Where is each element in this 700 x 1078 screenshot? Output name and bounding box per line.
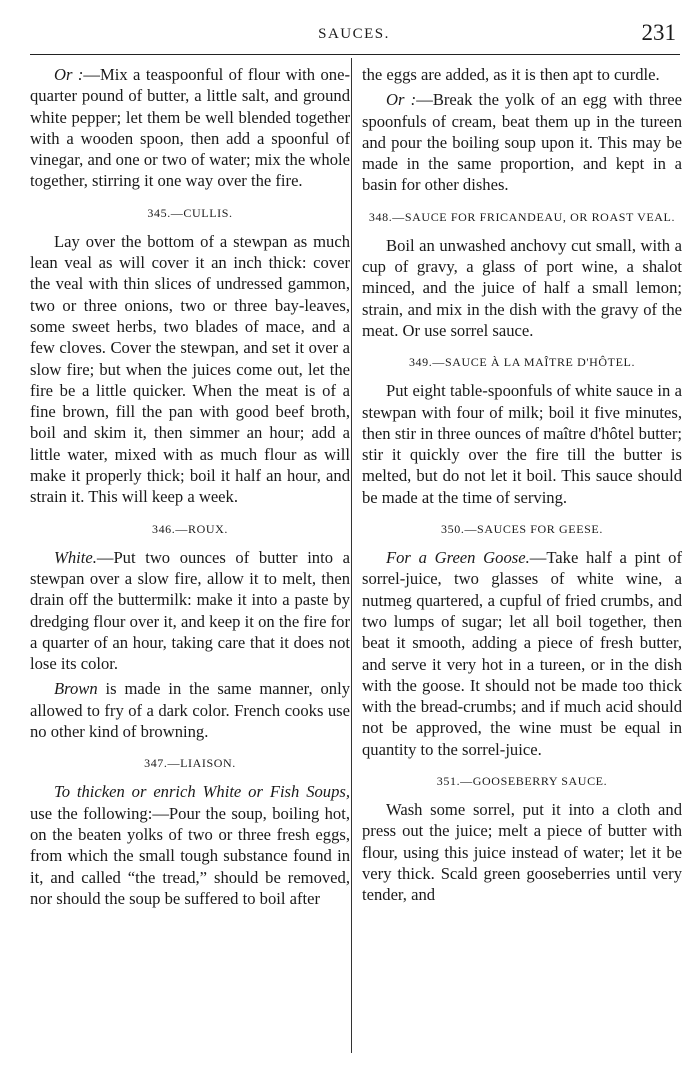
paragraph-lead: Or :	[386, 90, 417, 110]
heading-347-liaison: 347.—LIAISON.	[144, 756, 236, 771]
paragraph-lead: Brown	[54, 679, 98, 699]
paragraph-fricandeau: Boil an unwashed anchovy cut small, with a cup of gravy, a glass of port wine, a shalot minced, and the juice of half a small lemon; strain, and mix in the dish with the gravy of the meat. Or use sorrel sauce.	[362, 235, 682, 340]
paragraph-or-egg-yolk	[362, 89, 682, 195]
heading-349-maitre-dhotel: 349.—SAUCE À LA MAÎTRE D'HÔTEL.	[408, 355, 636, 370]
paragraph-gooseberry: Wash some sorrel, put it into a cloth and press out the juice; melt a piece of butter with flour, using this juice instead of water; let it be very thick. Scald green gooseberries until very tender, and	[362, 800, 682, 905]
paragraph-roux-brown	[30, 678, 350, 742]
page-number: 231	[641, 20, 676, 45]
column-divider	[351, 58, 352, 1053]
paragraph-liaison	[30, 781, 350, 909]
paragraph-maitre-dhotel: Put eight table-spoonfuls of white sauce in a stewpan with four of milk; boil it five minutes, then stir in three ounces of maître d'hôtel butter; stir it quickly over the fire till the butter is melted, but do not let it boil. This sauce should be made at the time of serving.	[362, 381, 682, 507]
heading-348-fricandeau: 348.—SAUCE FOR FRICANDEAU, OR ROAST VEAL.	[368, 209, 676, 224]
paragraph-continued: the eggs are added, as it is then apt to curdle.	[362, 65, 660, 84]
paragraph-text: use the following:—Pour the soup, boiling hot, on the beaten yolks of two or three fresh eggs, from which the small tough substance found in it, and called “the tread,” should be removed, nor should the soup be suffered to boil after	[30, 803, 350, 908]
paragraph-text: is made in the same manner, only allowed to fry of a dark color. French cooks use no other kind of browning.	[30, 679, 350, 742]
paragraph-lead: For a Green Goose.	[386, 548, 530, 568]
paragraph-geese	[362, 547, 682, 760]
running-title: SAUCES.	[318, 26, 390, 42]
paragraph-lead: To thicken or enrich White or Fish Soups,	[54, 782, 350, 802]
paragraph-roux-white	[30, 547, 350, 675]
paragraph-or-flour	[30, 64, 350, 192]
paragraph-text: —Put two ounces of butter into a stewpan over a slow fire, allow it to melt, then drain off the buttermilk: make it into a paste by dredging flour over it, and keep it on the fire for a quarter of an hour, taking care that it does not lose its color.	[30, 547, 350, 674]
paragraph-text: —Break the yolk of an egg with three spoonfuls of cream, beat them up in the tureen and pour the boiling soup upon it. This may be made in the same proportion, and kept in a basin for other dishes.	[362, 90, 682, 195]
right-column	[362, 64, 682, 906]
heading-345-cullis: 345.—CULLIS.	[147, 205, 233, 220]
paragraph-cullis: Lay over the bottom of a stewpan as much lean veal as will cover it an inch thick: cover the veal with thin slices of undressed gammon, two or three onions, two or three bay-leaves, some sweet herbs, two blades of mace, and a few cloves. Cover the stewpan, and set it over a slow fire; but when the juices come out, let the fire be a little quicker. When the meat is of a fine brown, fill the pan with good beef broth, boil and skim it, then simmer an hour; add a little water, mixed with as much flour as will make it properly thick; boil it half an hour, and strain it. This will keep a week.	[30, 231, 350, 507]
header-rule	[30, 54, 680, 55]
paragraph-lead: White.	[54, 547, 97, 567]
left-column	[30, 64, 350, 909]
paragraph-lead: Or :	[54, 65, 84, 84]
paragraph-text: —Take half a pint of sorrel-juice, two glasses of white wine, a nutmeg quartered, a cupful of fried crumbs, and two lumps of sugar; let all boil together, then beat it smooth, adding a piece of fresh butter, and serve it very hot in a tureen, or in the dish with the goose. It should not be made too thick with the bread-crumbs; and if much acid should not be approved, the wine must be equal in quantity to the sorrel-juice.	[362, 548, 682, 759]
heading-346-roux: 346.—ROUX.	[151, 521, 228, 536]
heading-351-gooseberry: 351.—GOOSEBERRY SAUCE.	[436, 774, 608, 789]
heading-350-geese: 350.—SAUCES FOR GEESE.	[441, 522, 603, 537]
running-header	[30, 22, 678, 50]
paragraph-text: —Mix a teaspoonful of flour with one-quarter pound of butter, a little salt, and ground white pepper; let them be well blended together with a wooden spoon, then add a spoonful of vinegar, and one or two of water; mix the whole together, stirring it one way over the fire.	[30, 65, 350, 191]
